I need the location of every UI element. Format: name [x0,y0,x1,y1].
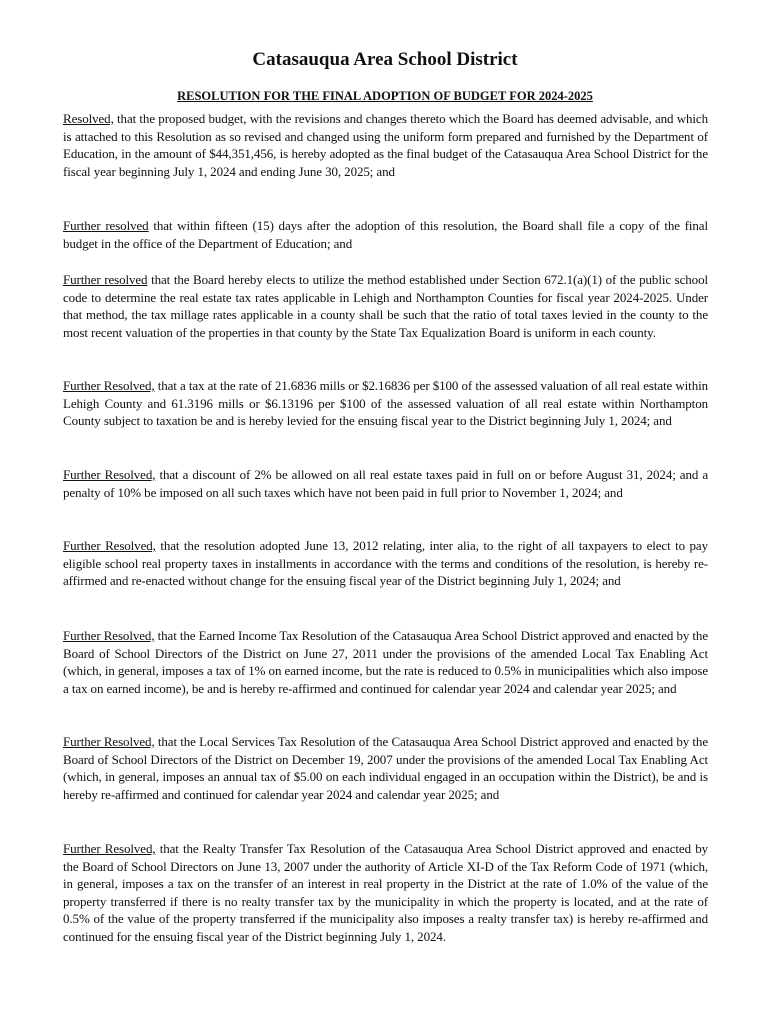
paragraph-text: that a discount of 2% be allowed on all real estate taxes paid in full on or before August 31, 2024; and a penalty of 10% be imposed on all such taxes which have not been paid in full prior to November 1, 2024; and [63,467,709,500]
paragraph-text: that within fifteen (15) days after the adoption of this resolution, the Board shall file a copy of the final budget in the office of the Department of Education; and [63,218,708,251]
paragraph-text: that the Realty Transfer Tax Resolution of the Catasauqua Area School District approved and enacted by the Board of School Directors on June 13, 2007 under the authority of Article XI-D of the Tax Reform Code of 1971 (which, in general, imposes a tax on the transfer of an interest in real property in the District at the rate of 1.0% of the value of the property transferred if there is no realty transfer tax by the municipality in which the property is located, and at the rate of 0.5% of the value of the property transferred if the municipality also imposes a realty transfer tax) is hereby re-affirmed and continued for the ensuing fiscal year of the District beginning July 1, 2024. [63,841,708,944]
paragraph-text: that the Earned Income Tax Resolution of the Catasauqua Area School District approved and enacted by the Board of School Directors of the District on June 27, 2011 under the provisions of the amended Local Tax Enabling Act (which, in general, imposes a tax of 1% on earned income, but the rate is reduced to 0.5% in municipalities which also impose a tax on earned income), be and is hereby re-affirmed and continued for calendar year 2024 and calendar year 2025; and [63,628,709,696]
paragraph-discount-penalty [63,466,708,501]
paragraph-realty-transfer-tax [63,840,708,946]
paragraph-lead: Further Resolved, [63,467,156,482]
paragraph-text: that the proposed budget, with the revisions and changes thereto which the Board has deemed advisable, and which is attached to this Resolution as so revised and changed using the uniform form prepared and furnished by the Department of Education, in the amount of $44,351,456, is hereby adopted as the final budget of the Catasauqua Area School District for the fiscal year beginning July 1, 2024 and ending June 30, 2025; and [63,111,708,179]
paragraph-earned-income-tax [63,627,708,697]
paragraph-resolved-budget [63,110,708,180]
paragraph-tax-method [63,271,708,341]
paragraph-text: that the Board hereby elects to utilize the method established under Section 672.1(a)(1) of the public school code to determine the real estate tax rates applicable in Lehigh and Northampton Counties for fiscal year 2024-2025. Under that method, the tax millage rates applicable in a county shall be such that the ratio of total taxes levied in the county to the most recent valuation of the properties in that county by the State Tax Equalization Board is uniform in each county. [63,272,708,340]
paragraph-lead: Resolved, [63,111,114,126]
paragraph-lead: Further Resolved, [63,628,155,643]
paragraph-lead: Further Resolved, [63,734,155,749]
document-title: Catasauqua Area School District [252,49,518,70]
paragraph-lead: Further resolved [63,272,148,287]
paragraph-lead: Further Resolved, [63,538,156,553]
paragraph-tax-rate [63,377,708,430]
paragraph-text: that the Local Services Tax Resolution of the Catasauqua Area School District approved and enacted by the Board of School Directors of the District on December 19, 2007 under the provisions of the amended Local Tax Enabling Act (which, in general, imposes an annual tax of $5.00 on each individual engaged in an occupation within the District), be and is hereby re-affirmed and continued for calendar year 2024 and calendar year 2025; and [63,734,708,802]
paragraph-file-copy [63,217,708,252]
paragraph-local-services-tax [63,733,708,803]
resolution-heading: RESOLUTION FOR THE FINAL ADOPTION OF BUDGET FOR 2024-2025 [177,89,593,103]
paragraph-text: that a tax at the rate of 21.6836 mills or $2.16836 per $100 of the assessed valuation of all real estate within Lehigh County and 61.3196 mills or $6.13196 per $100 of the assessed valuation of all real estate within Northampton County subject to taxation be and is hereby levied for the ensuing fiscal year to the District beginning July 1, 2024; and [63,378,709,429]
paragraph-lead: Further Resolved, [63,841,156,856]
paragraph-lead: Further resolved [63,218,149,233]
paragraph-text: that the resolution adopted June 13, 2012 relating, inter alia, to the right of all taxpayers to elect to pay eligible school real property taxes in installments in accordance with the terms and conditions of the resolution, is hereby re-affirmed and re-enacted without change for the ensuing fiscal year of the District beginning July 1, 2024; and [63,538,708,589]
paragraph-installments [63,537,708,590]
paragraph-lead: Further Resolved, [63,378,155,393]
